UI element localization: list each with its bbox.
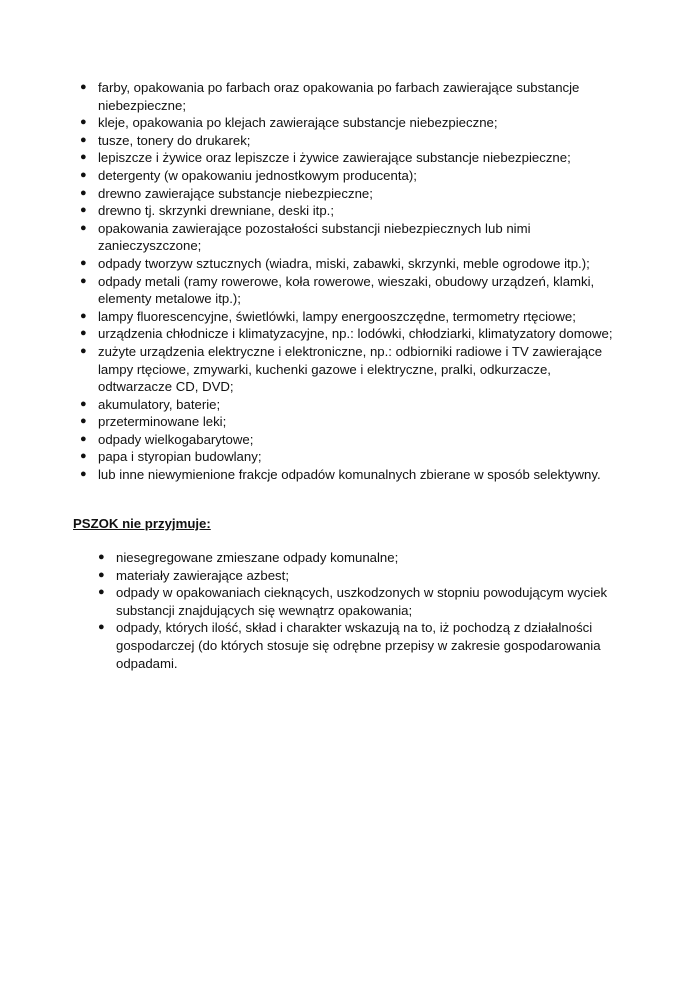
bullet-icon: ●	[98, 586, 105, 599]
list-item	[80, 185, 618, 203]
list-item-text: odpady w opakowaniach cieknących, uszkodzonych w stopniu powodującym wyciek substancji znajdujących się wewnątrz opakowania;	[116, 585, 608, 618]
list-item-text: drewno zawierające substancje niebezpieczne;	[98, 185, 373, 201]
list-item	[80, 132, 618, 150]
list-item-text: kleje, opakowania po klejach zawierające substancje niebezpieczne;	[98, 115, 498, 131]
list-item-text: opakowania zawierające pozostałości substancji niebezpiecznych lub nimi zanieczyszczone;	[98, 220, 531, 254]
list-item-text: akumulatory, baterie;	[98, 396, 221, 412]
list-item	[80, 167, 618, 185]
list-item	[80, 431, 618, 449]
bullet-icon: ●	[80, 186, 87, 199]
list-item	[98, 584, 616, 619]
list-item	[98, 549, 616, 567]
list-item-text: lepiszcze i żywice oraz lepiszcze i żywice zawierające substancje niebezpieczne;	[98, 150, 571, 166]
list-item-text: lampy fluorescencyjne, świetlówki, lampy energooszczędne, termometry rtęciowe;	[98, 308, 576, 324]
list-item	[80, 308, 618, 326]
bullet-icon: ●	[80, 415, 87, 428]
list-item-text: odpady metali (ramy rowerowe, koła rowerowe, wieszaki, obudowy urządzeń, klamki, elementy metalowe itp.);	[98, 273, 595, 307]
bullet-icon: ●	[98, 621, 105, 634]
list-item-text: lub inne niewymienione frakcje odpadów komunalnych zbierane w sposób selektywny.	[98, 467, 601, 483]
list-item-text: farby, opakowania po farbach oraz opakowania po farbach zawierające substancje niebezpieczne;	[98, 80, 580, 113]
list-item-text: odpady, których ilość, skład i charakter wskazują na to, iż pochodzą z działalności gospodarczej (do których stosuje się odrębne przepisy w zakresie gospodarowania odpadami.	[116, 620, 601, 671]
bullet-icon: ●	[80, 221, 87, 234]
bullet-icon: ●	[80, 450, 87, 463]
bullet-icon: ●	[80, 397, 87, 410]
bullet-icon: ●	[80, 309, 87, 322]
bullet-icon: ●	[80, 204, 87, 217]
list-item-text: materiały zawierające azbest;	[116, 567, 289, 583]
list-item	[98, 567, 616, 585]
list-item	[80, 220, 618, 255]
list-item	[80, 114, 618, 132]
bullet-icon: ●	[98, 568, 105, 581]
list-item-text: przeterminowane leki;	[98, 414, 227, 430]
list-item-text: zużyte urządzenia elektryczne i elektroniczne, np.: odbiorniki radiowe i TV zawierające lampy rtęciowe, zmywarki, kuchenki gazowe i elektryczne, pralki, odkurzacze, odtwarzacze CD, DVD;	[98, 343, 603, 395]
bullet-icon: ●	[98, 551, 105, 563]
list-item-text: papa i styropian budowlany;	[98, 449, 262, 465]
bullet-icon: ●	[80, 133, 87, 146]
bullet-icon: ●	[80, 81, 87, 93]
list-item-text: tusze, tonery do drukarek;	[98, 132, 251, 148]
list-item	[80, 255, 618, 273]
list-item	[80, 79, 618, 114]
bullet-icon: ●	[80, 274, 87, 287]
list-item-text: odpady wielkogabarytowe;	[98, 431, 254, 447]
bullet-icon: ●	[80, 468, 87, 481]
list-item	[80, 413, 618, 431]
list-item-text: drewno tj. skrzynki drewniane, deski itp.;	[98, 203, 335, 219]
list-item	[80, 202, 618, 220]
list-item	[80, 325, 618, 343]
list-item	[80, 149, 618, 167]
bullet-icon: ●	[80, 432, 87, 445]
list-item	[98, 619, 616, 672]
bullet-icon: ●	[80, 327, 87, 340]
list-item	[80, 343, 618, 396]
list-item-text: detergenty (w opakowaniu jednostkowym producenta);	[98, 167, 417, 183]
list-item-text: niesegregowane zmieszane odpady komunalne;	[116, 550, 399, 565]
list-item-text: odpady tworzyw sztucznych (wiadra, miski, zabawki, skrzynki, meble ogrodowe itp.);	[98, 255, 590, 271]
list-item	[80, 448, 618, 466]
list-item	[80, 396, 618, 414]
bullet-icon: ●	[80, 344, 87, 357]
bullet-icon: ●	[80, 256, 87, 269]
bullet-icon: ●	[80, 151, 87, 164]
accepted-waste-list	[80, 79, 618, 484]
list-item	[80, 273, 618, 308]
list-item	[80, 466, 618, 484]
section-heading: PSZOK nie przyjmuje:	[73, 516, 211, 531]
rejected-waste-list	[98, 549, 616, 672]
bullet-icon: ●	[80, 168, 87, 181]
list-item-text: urządzenia chłodnicze i klimatyzacyjne, np.: lodówki, chłodziarki, klimatyzatory domowe;	[98, 326, 613, 342]
bullet-icon: ●	[80, 116, 87, 129]
